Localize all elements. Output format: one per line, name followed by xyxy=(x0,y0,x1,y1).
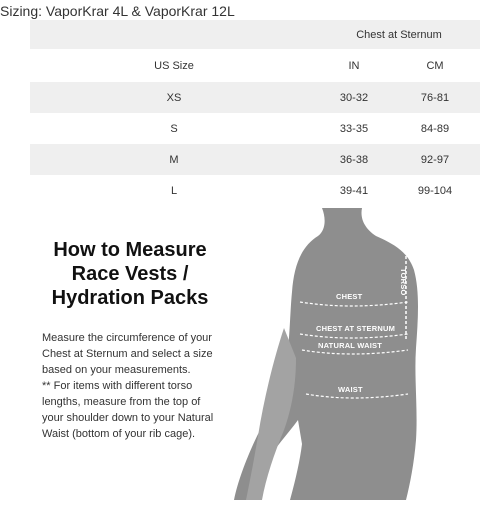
cm-header: CM xyxy=(426,59,444,72)
table-header-row xyxy=(30,49,480,82)
in-cell: 30-32 xyxy=(339,91,369,104)
instruction-paragraph: Measure the circumference of your Chest at Sternum and select a size based on your measurements. xyxy=(42,332,213,376)
body-measurement-figure xyxy=(230,208,430,500)
table-row xyxy=(30,82,480,113)
natural-waist-label: NATURAL WAIST xyxy=(318,341,382,350)
torso-label: TORSO xyxy=(399,268,408,296)
in-cell: 36-38 xyxy=(339,153,369,166)
measure-heading: How to Measure Race Vests / Hydration Packs xyxy=(51,239,209,309)
torso-note-paragraph: ** For items with different torso lengths, measure from the top of your shoulder down to your Natural Waist (bottom of your rib cage). xyxy=(42,380,214,440)
size-cell: M xyxy=(169,153,179,166)
table-row xyxy=(30,113,480,144)
chest-at-sternum-header: Chest at Sternum xyxy=(356,28,442,41)
cm-cell: 92-97 xyxy=(420,153,450,166)
waist-label: WAIST xyxy=(338,385,363,394)
page-title: Sizing: VaporKrar 4L & VaporKrar 12L xyxy=(0,3,235,19)
chest-at-sternum-label: CHEST AT STERNUM xyxy=(316,324,396,333)
arm-shape xyxy=(246,328,296,500)
size-cell: L xyxy=(170,184,178,197)
table-row xyxy=(30,144,480,175)
cm-cell: 84-89 xyxy=(420,122,450,135)
chest-label: CHEST xyxy=(336,292,363,301)
cm-cell: 99-104 xyxy=(417,184,453,197)
in-header: IN xyxy=(348,59,360,72)
size-cell: XS xyxy=(166,91,182,104)
measure-guide-panel xyxy=(30,202,480,500)
measure-instructions xyxy=(42,330,220,442)
us-size-header: US Size xyxy=(154,59,194,72)
torso-silhouette xyxy=(230,208,430,500)
cm-cell: 76-81 xyxy=(420,91,450,104)
size-cell: S xyxy=(170,122,178,135)
table-header-group-row xyxy=(30,20,480,49)
in-cell: 39-41 xyxy=(339,184,369,197)
in-cell: 33-35 xyxy=(339,122,369,135)
